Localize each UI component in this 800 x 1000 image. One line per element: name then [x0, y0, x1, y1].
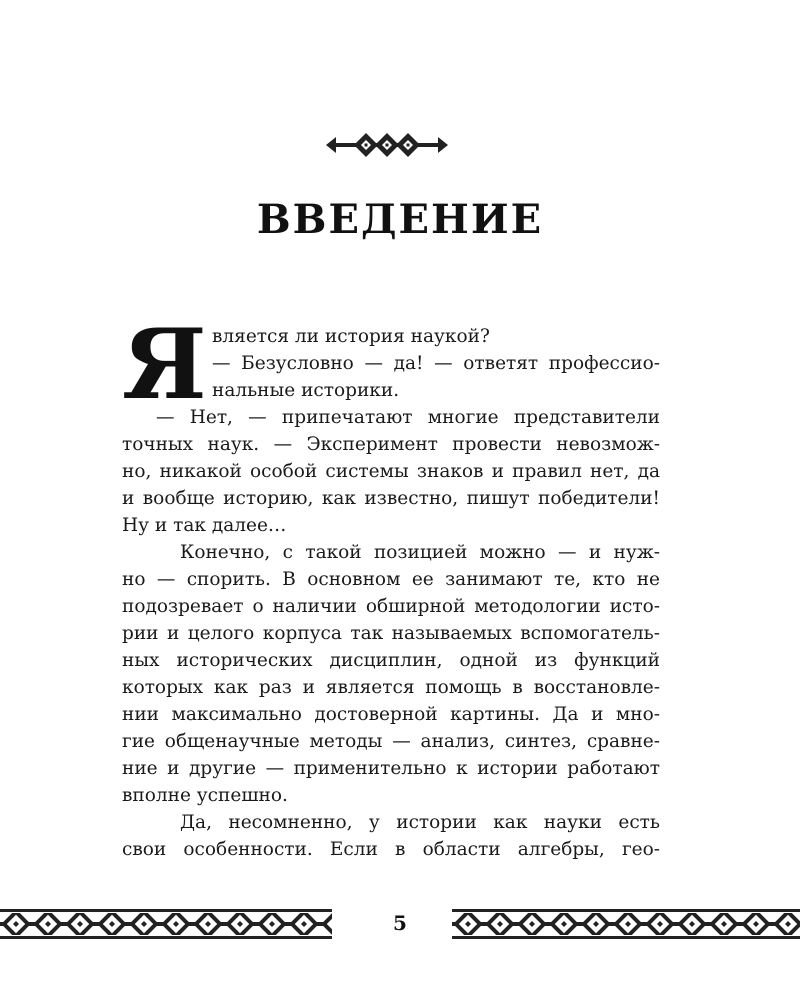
text-line: но, никакой особой системы знаков и правил нет, да	[122, 461, 660, 482]
body-text	[122, 308, 660, 863]
text-line: которых как раз и является помощь в восстановле-	[122, 677, 660, 698]
text-line: ние и другие — применительно к истории работают	[122, 758, 660, 779]
text-line: — Безусловно — да! — ответят профессио-	[212, 353, 660, 374]
chapter-title: ВВЕДЕНИЕ	[256, 196, 544, 243]
text-line: точных наук. — Эксперимент провести невозмож-	[122, 434, 660, 455]
text-line: Конечно, с такой позицией можно — и нуж-	[180, 542, 660, 563]
text-line: — Нет, — припечатают многие представители	[156, 407, 660, 428]
text-line: гие общенаучные методы — анализ, синтез, сравне-	[122, 731, 660, 752]
page-number: 5	[393, 911, 407, 935]
text-line: и вообще историю, как известно, пишут победители!	[122, 488, 660, 509]
text-line: нальные историки.	[212, 380, 400, 401]
drop-cap: Я	[122, 308, 207, 421]
text-line: нии максимально достоверной картины. Да и мно-	[122, 704, 660, 725]
text-line: вляется ли история наукой?	[212, 326, 490, 347]
text-line: Да, несомненно, у истории как науки есть	[180, 812, 660, 833]
text-line: Ну и так далее…	[122, 515, 287, 536]
border-ornament-icon	[0, 909, 332, 939]
text-line: свои особенности. Если в области алгебры, гео-	[122, 839, 660, 860]
ornament-icon	[326, 131, 448, 159]
border-ornament-icon	[452, 909, 800, 939]
text-line: ных исторических дисциплин, одной из функций	[122, 650, 660, 671]
text-line: вполне успешно.	[122, 785, 288, 806]
text-line: но — спорить. В основном ее занимают те, кто не	[122, 569, 660, 590]
text-line: подозревает о наличии обширной методологии исто-	[122, 596, 660, 617]
text-line: рии и целого корпуса так называемых вспомогатель-	[122, 623, 660, 644]
